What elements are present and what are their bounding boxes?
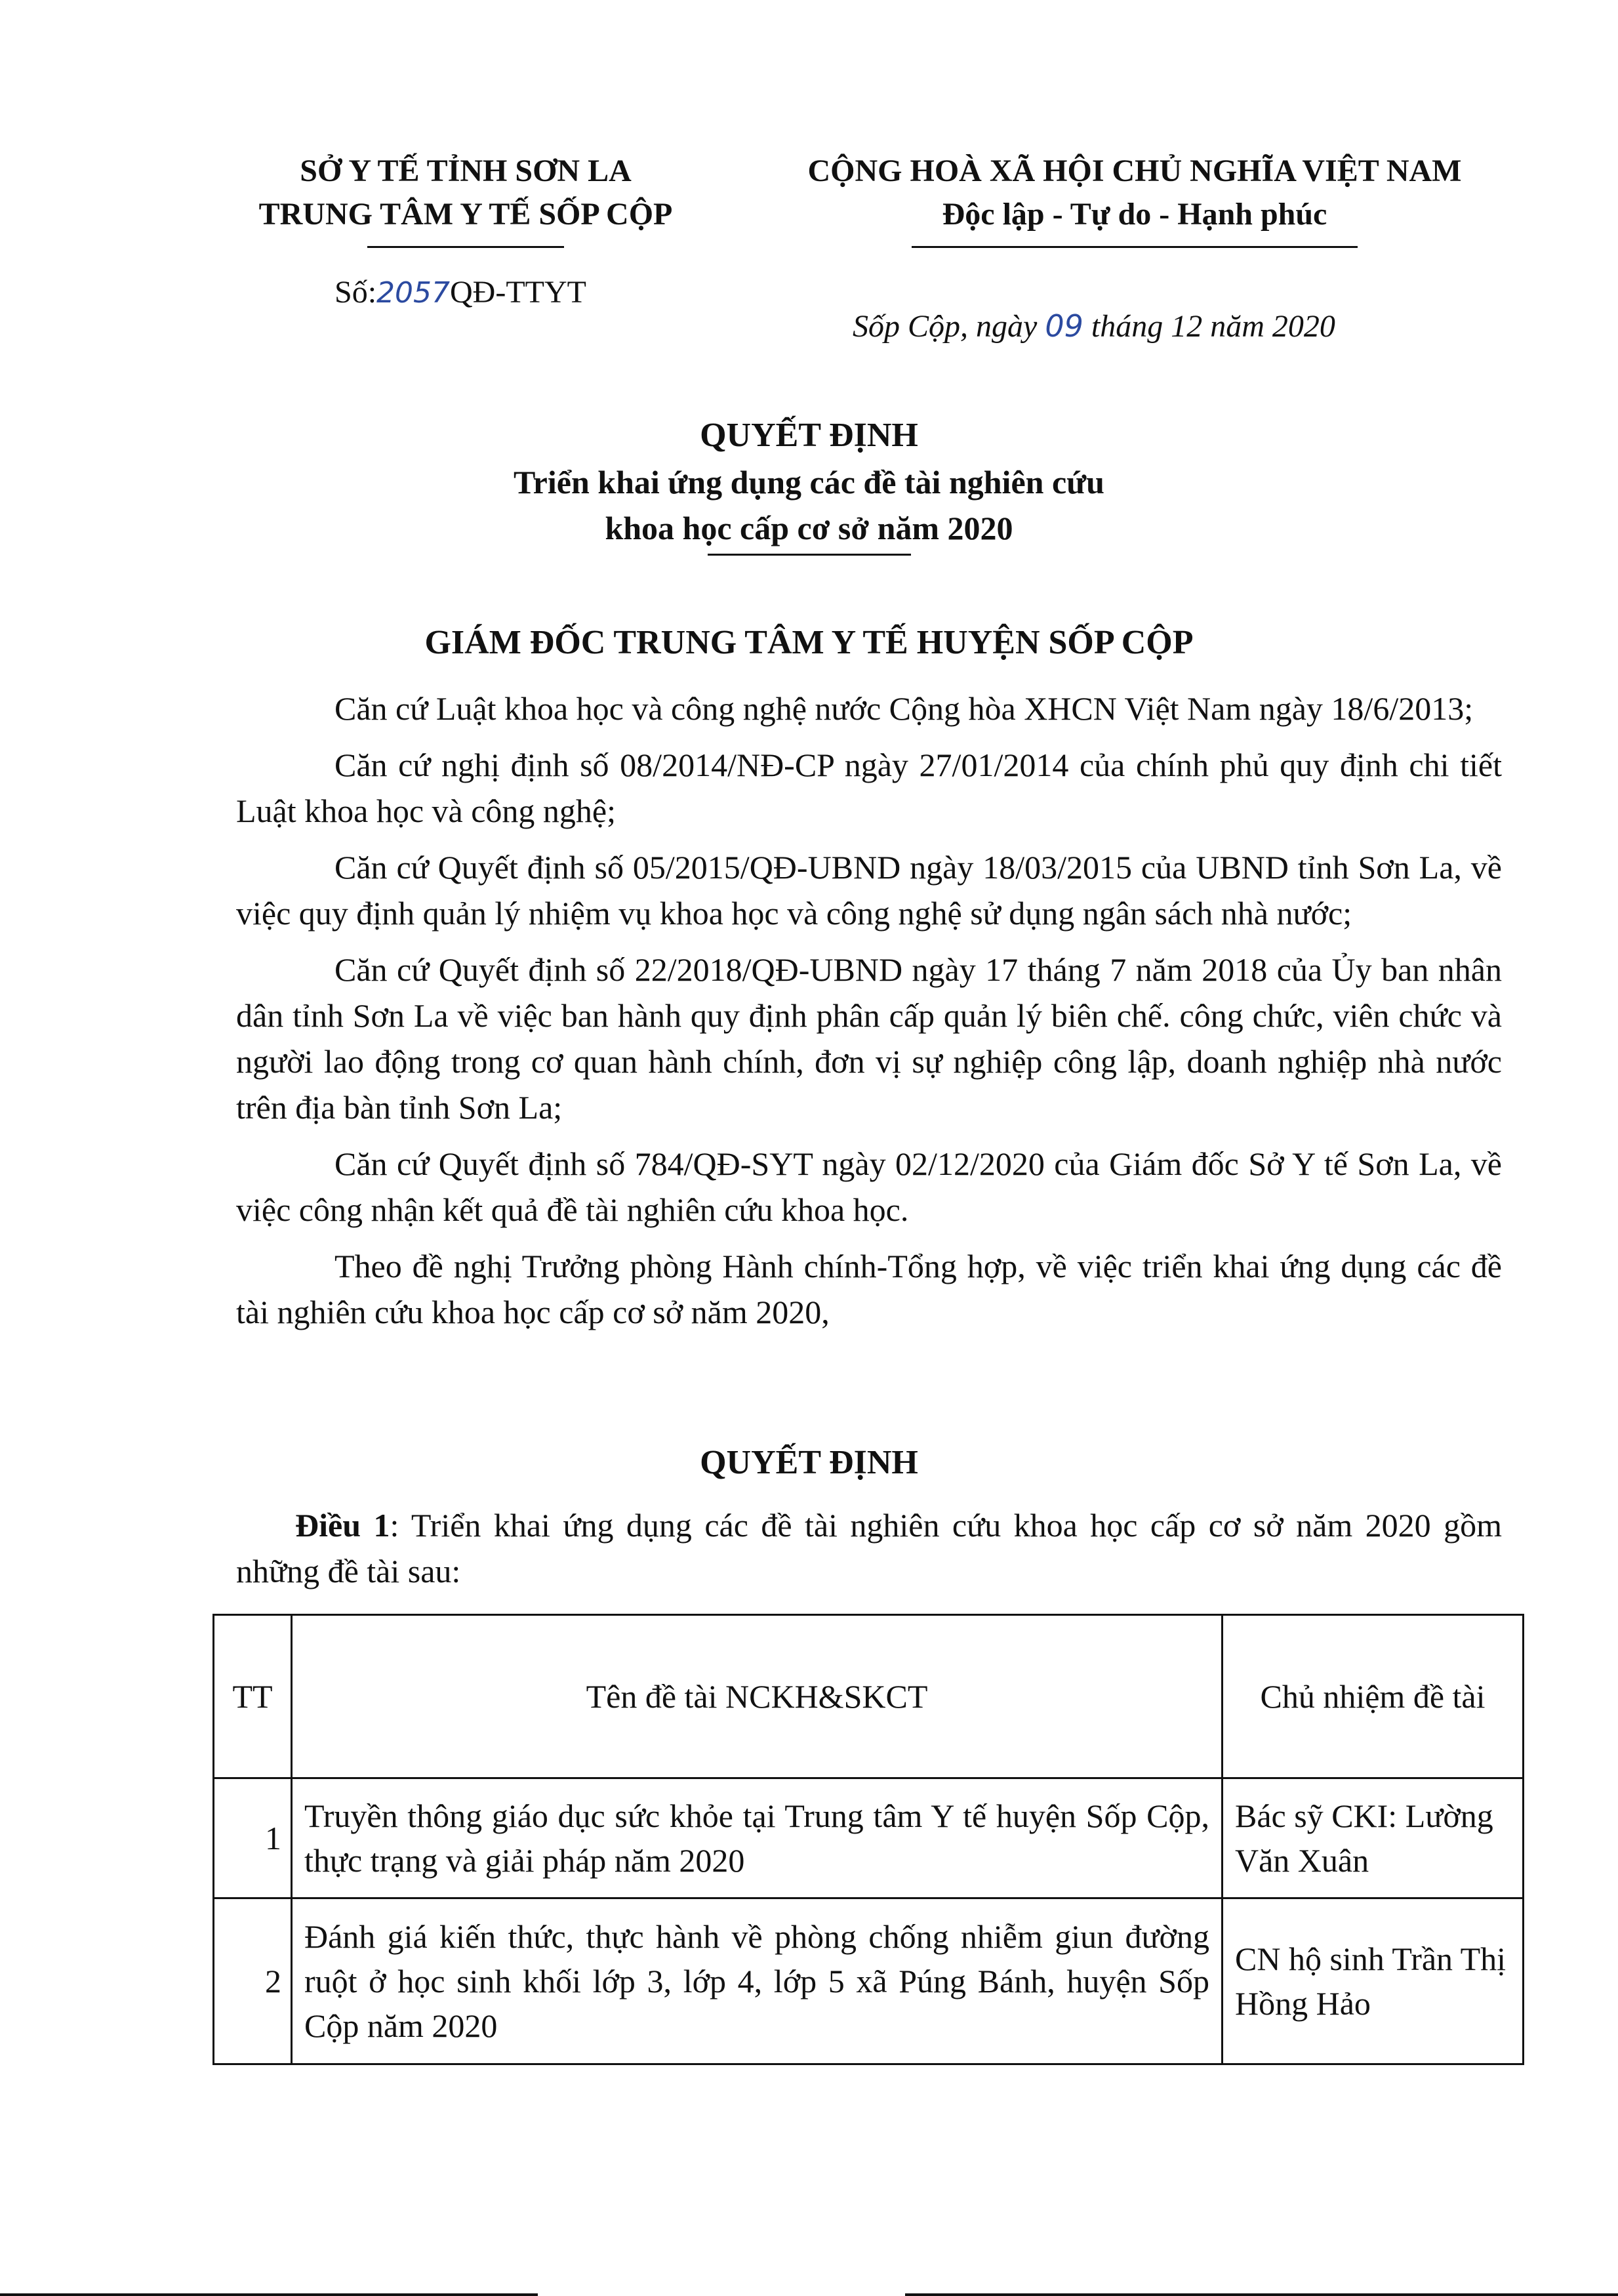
place-date-suffix: tháng 12 năm 2020 — [1083, 309, 1335, 344]
document-title — [0, 412, 1618, 556]
basis-paragraph: Căn cứ Quyết định số 05/2015/QĐ-UBND ngày 18/03/2015 của UBND tỉnh Sơn La, về việc quy định quản lý nhiệm vụ khoa học và công nghệ sử dụng ngân sách nhà nước; — [236, 849, 1502, 932]
country-name: CỘNG HOÀ XÃ HỘI CHỦ NGHĨA VIỆT NAM — [807, 154, 1462, 188]
doc-number-handwritten: 2057 — [376, 276, 451, 310]
agency-line-2: TRUNG TÂM Y TẾ SỐP CỘP — [258, 197, 673, 232]
doc-number-suffix: QĐ-TTYT — [450, 275, 586, 310]
table-row — [214, 1778, 1524, 1898]
article-1-text: : Triển khai ứng dụng các đề tài nghiên cứu khoa học cấp cơ sở năm 2020 gồm những đề tài sau: — [236, 1507, 1503, 1589]
table-header-row — [214, 1615, 1524, 1778]
cell-lead: CN hộ sinh Trần Thị Hồng Hảo — [1223, 1898, 1524, 2064]
table-row — [214, 1898, 1524, 2064]
basis-paragraph: Căn cứ nghị định số 08/2014/NĐ-CP ngày 27/01/2014 của chính phủ quy định chi tiết Luật khoa học và công nghệ; — [236, 747, 1502, 829]
col-header-tt: TT — [214, 1615, 292, 1778]
director-heading: GIÁM ĐỐC TRUNG TÂM Y TẾ HUYỆN SỐP CỘP — [424, 624, 1194, 661]
doc-number-prefix: Số: — [334, 275, 377, 310]
basis-paragraph: Theo đề nghị Trưởng phòng Hành chính-Tổng hợp, về việc triển khai ứng dụng các đề tài nghiên cứu khoa học cấp cơ sở năm 2020, — [236, 1248, 1502, 1330]
motto: Độc lập - Tự do - Hạnh phúc — [942, 197, 1327, 232]
place-date-prefix: Sốp Cộp, ngày — [853, 309, 1045, 344]
basis-paragraph: Căn cứ Quyết định số 784/QĐ-SYT ngày 02/12/2020 của Giám đốc Sở Y tế Sơn La, về việc công nhận kết quả đề tài nghiên cứu khoa học. — [236, 1145, 1502, 1228]
basis-paragraph: Căn cứ Luật khoa học và công nghệ nước Cộng hòa XHCN Việt Nam ngày 18/6/2013; — [334, 690, 1474, 727]
decision-heading: QUYẾT ĐỊNH — [700, 1444, 918, 1481]
col-header-topic: Tên đề tài NCKH&SKCT — [292, 1615, 1223, 1778]
article-1 — [236, 1502, 1502, 1594]
scan-edge-line-right — [905, 2293, 1618, 2296]
national-motto — [748, 150, 1522, 248]
cell-lead: Bác sỹ CKI: Lường Văn Xuân — [1223, 1778, 1524, 1898]
issuing-agency — [197, 150, 735, 248]
title-main: QUYẾT ĐỊNH — [700, 417, 918, 454]
basis-paragraph: Căn cứ Quyết định số 22/2018/QĐ-UBND ngày 17 tháng 7 năm 2018 của Ủy ban nhân dân tỉnh Sơn La về việc ban hành quy định phân cấp quản lý biên chế. công chức, viên chức và người lao động trong cơ quan hành chính, đơn vị sự nghiệp công lập, doanh nghiệp nhà nước trên địa bàn tỉnh Sơn La; — [236, 951, 1502, 1126]
article-1-label: Điều 1 — [295, 1507, 390, 1544]
document-number — [334, 274, 586, 310]
motto-underline — [912, 246, 1358, 248]
scan-edge-line-left — [0, 2293, 538, 2296]
legal-bases — [236, 686, 1502, 1345]
research-topics-table — [212, 1614, 1524, 2065]
title-sub-2: khoa học cấp cơ sở năm 2020 — [605, 510, 1013, 546]
title-sub-1: Triển khai ứng dụng các đề tài nghiên cứu — [514, 464, 1104, 501]
day-handwritten: 09 — [1045, 308, 1083, 344]
cell-topic: Đánh giá kiến thức, thực hành về phòng chống nhiễm giun đường ruột ở học sinh khối lớp 3, lớp 4, lớp 5 xã Púng Bánh, huyện Sốp Cộp năm 2020 — [292, 1898, 1223, 2064]
cell-tt: 2 — [214, 1898, 292, 2064]
place-and-date — [853, 308, 1335, 344]
cell-tt: 1 — [214, 1778, 292, 1898]
title-underline — [708, 554, 911, 556]
agency-line-1: SỞ Y TẾ TỈNH SƠN LA — [300, 154, 632, 188]
cell-topic: Truyền thông giáo dục sức khỏe tại Trung tâm Y tế huyện Sốp Cộp, thực trạng và giải pháp năm 2020 — [292, 1778, 1223, 1898]
agency-underline — [367, 246, 564, 248]
col-header-lead: Chủ nhiệm đề tài — [1223, 1615, 1524, 1778]
